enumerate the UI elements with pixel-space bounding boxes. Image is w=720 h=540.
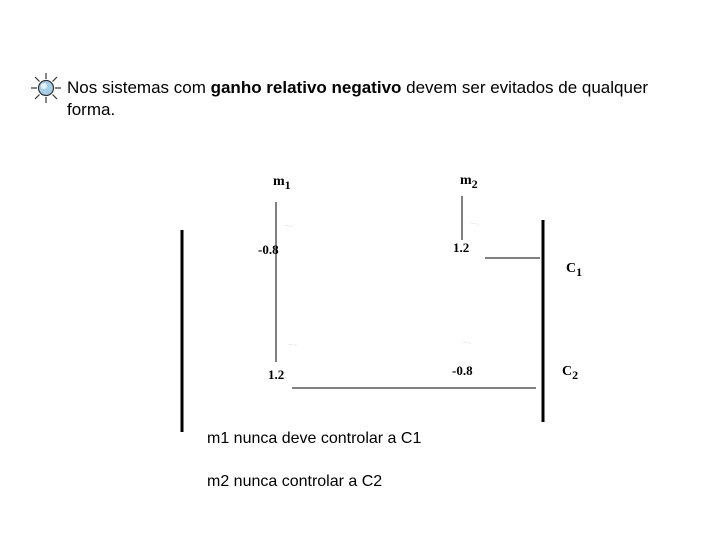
- output-label-c2: $C_2$: [562, 364, 579, 382]
- input-label-m1: $m_1$: [273, 174, 291, 192]
- gain-r1c2: 1.2: [453, 240, 470, 255]
- gain-r2c1: 1.2: [268, 367, 285, 382]
- statement-emphasis: ganho relativo negativo: [210, 78, 402, 97]
- note-line-1: m1 nunca deve controlar a C1: [207, 430, 422, 447]
- gain-r1c1: -0.8: [258, 242, 279, 257]
- faint-mark: ~-: [462, 338, 472, 349]
- statement-text: Nos sistemas com ganho relativo negativo devem ser evitados de qualquer forma.: [67, 78, 649, 119]
- note-line-2: m2 nunca controlar a C2: [207, 473, 383, 490]
- faint-mark: ~-: [284, 221, 294, 232]
- output-label-c1: $C_1$: [566, 261, 583, 279]
- faint-mark: ~-: [288, 340, 298, 351]
- gain-r2c2: -0.8: [452, 363, 473, 378]
- faint-mark: ~-: [470, 219, 480, 230]
- input-label-m2: $m_2$: [460, 173, 478, 191]
